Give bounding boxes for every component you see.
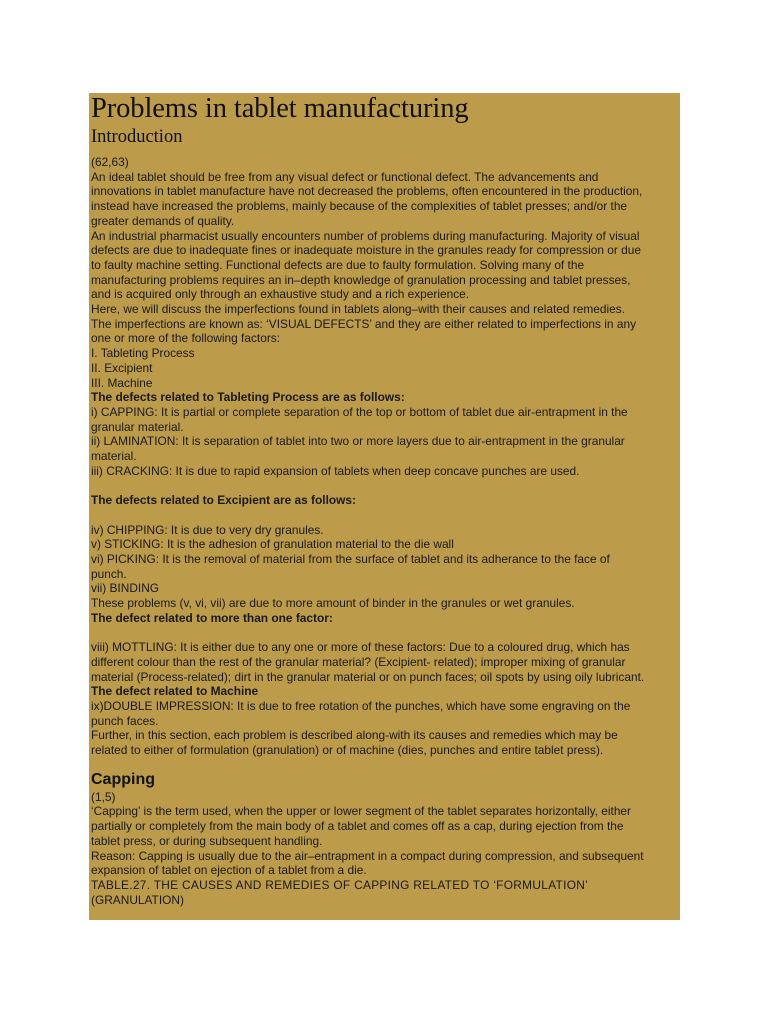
factor-item: III. Machine xyxy=(91,375,153,390)
capping-line: Reason: Capping is usually due to the air–entrapment in a compact during compression, and subsequent xyxy=(91,848,644,863)
intro-heading: Introduction xyxy=(91,127,183,147)
intro-line: An industrial pharmacist usually encounters number of problems during manufacturing. Majority of visual xyxy=(91,228,640,243)
excipient-line: punch. xyxy=(91,566,127,581)
intro-line: greater demands of quality. xyxy=(91,213,235,228)
intro-line: Here, we will discuss the imperfections found in tablets along–with their causes and related remedies. xyxy=(91,302,626,317)
capping-section xyxy=(91,790,680,908)
intro-line: to faulty machine setting. Functional defects are due to faulty formulation. Solving many of the xyxy=(91,257,585,272)
machine-heading: The defect related to Machine xyxy=(91,684,259,699)
document-panel xyxy=(89,93,680,920)
spacer xyxy=(91,478,680,493)
spacer xyxy=(91,508,680,523)
intro-line: (62,63) xyxy=(91,155,129,169)
excipient-section xyxy=(91,493,680,611)
multi-factor-section xyxy=(91,611,680,685)
capping-line: expansion of tablet on ejection of a tablet from a die. xyxy=(91,863,367,878)
multi-factor-heading: The defect related to more than one factor: xyxy=(91,610,333,625)
machine-line: related to either of formulation (granulation) or of machine (dies, punches and entire tablet press). xyxy=(91,743,604,758)
machine-section xyxy=(91,684,680,758)
intro-line: instead have increased the problems, mainly because of the complexities of tablet presses; and/or the xyxy=(91,199,628,214)
tableting-line: ii) LAMINATION: It is separation of tablet into two or more layers due to air-entrapment in the granular xyxy=(91,434,625,449)
intro-line: one or more of the following factors: xyxy=(91,331,281,346)
factor-item: I. Tableting Process xyxy=(91,346,195,361)
capping-line: (1,5) xyxy=(91,789,116,804)
intro-line: The imperfections are known as: ‘VISUAL DEFECTS’ and they are either related to imperfections in any xyxy=(91,316,637,331)
excipient-heading: The defects related to Excipient are as follows: xyxy=(91,493,356,508)
intro-line: defects are due to inadequate fines or inadequate moisture in the granules ready for compression or due xyxy=(91,243,641,258)
multi-factor-line: material (Process-related); dirt in the granular material or on punch faces; oil spots by using oily lubricant. xyxy=(91,669,645,684)
tableting-section xyxy=(91,390,680,493)
excipient-line: v) STICKING: It is the adhesion of granulation material to the die wall xyxy=(91,537,454,552)
tableting-line: iii) CRACKING: It is due to rapid expansion of tablets when deep concave punches are used. xyxy=(91,463,580,478)
tableting-line: i) CAPPING: It is partial or complete separation of the top or bottom of tablet due air-entrapment in the xyxy=(91,404,628,419)
machine-line: ix)DOUBLE IMPRESSION: It is due to free rotation of the punches, which have some engraving on the xyxy=(91,698,631,713)
capping-heading: Capping xyxy=(91,770,155,788)
intro-section xyxy=(91,155,680,390)
factor-item: II. Excipient xyxy=(91,360,153,375)
tableting-line: material. xyxy=(91,449,137,464)
capping-line: tablet press, or during subsequent handling. xyxy=(91,833,323,848)
excipient-line: These problems (v, vi, vii) are due to more amount of binder in the granules or wet granules. xyxy=(91,596,575,611)
machine-line: punch faces. xyxy=(91,713,159,728)
tableting-heading: The defects related to Tableting Process are as follows: xyxy=(91,390,405,405)
intro-line: An ideal tablet should be free from any visual defect or functional defect. The advancements and xyxy=(91,169,599,184)
excipient-line: vii) BINDING xyxy=(91,581,160,596)
table-caption: TABLE.27. THE CAUSES AND REMEDIES OF CAPPING RELATED TO ‘FORMULATION’ xyxy=(91,878,589,892)
table-caption-continued: (GRANULATION) xyxy=(91,892,184,907)
intro-line: manufacturing problems requires an in–depth knowledge of granulation processing and tablet presses, xyxy=(91,272,631,287)
multi-factor-line: different colour than the rest of the granular material? (Excipient- related); improper mixing of granular xyxy=(91,654,626,669)
multi-factor-line: viii) MOTTLING: It is either due to any one or more of these factors: Due to a coloured drug, which has xyxy=(91,640,630,655)
spacer xyxy=(91,625,680,640)
excipient-line: iv) CHIPPING: It is due to very dry granules. xyxy=(91,522,324,537)
page-title: Problems in tablet manufacturing xyxy=(91,93,469,124)
intro-line: and is acquired only through an exhaustive study and a rich experience. xyxy=(91,287,470,302)
machine-line: Further, in this section, each problem is described along-with its causes and remedies which may be xyxy=(91,728,618,743)
capping-line: ‘Capping’ is the term used, when the upper or lower segment of the tablet separates horizontally, either xyxy=(91,804,632,819)
intro-line: innovations in tablet manufacture have not decreased the problems, often encountered in the production, xyxy=(91,184,643,199)
excipient-line: vi) PICKING: It is the removal of material from the surface of tablet and its adherance to the face of xyxy=(91,551,610,566)
capping-line: partially or completely from the main body of a tablet and comes off as a cap, during ejection from the xyxy=(91,819,624,834)
tableting-line: granular material. xyxy=(91,419,184,434)
